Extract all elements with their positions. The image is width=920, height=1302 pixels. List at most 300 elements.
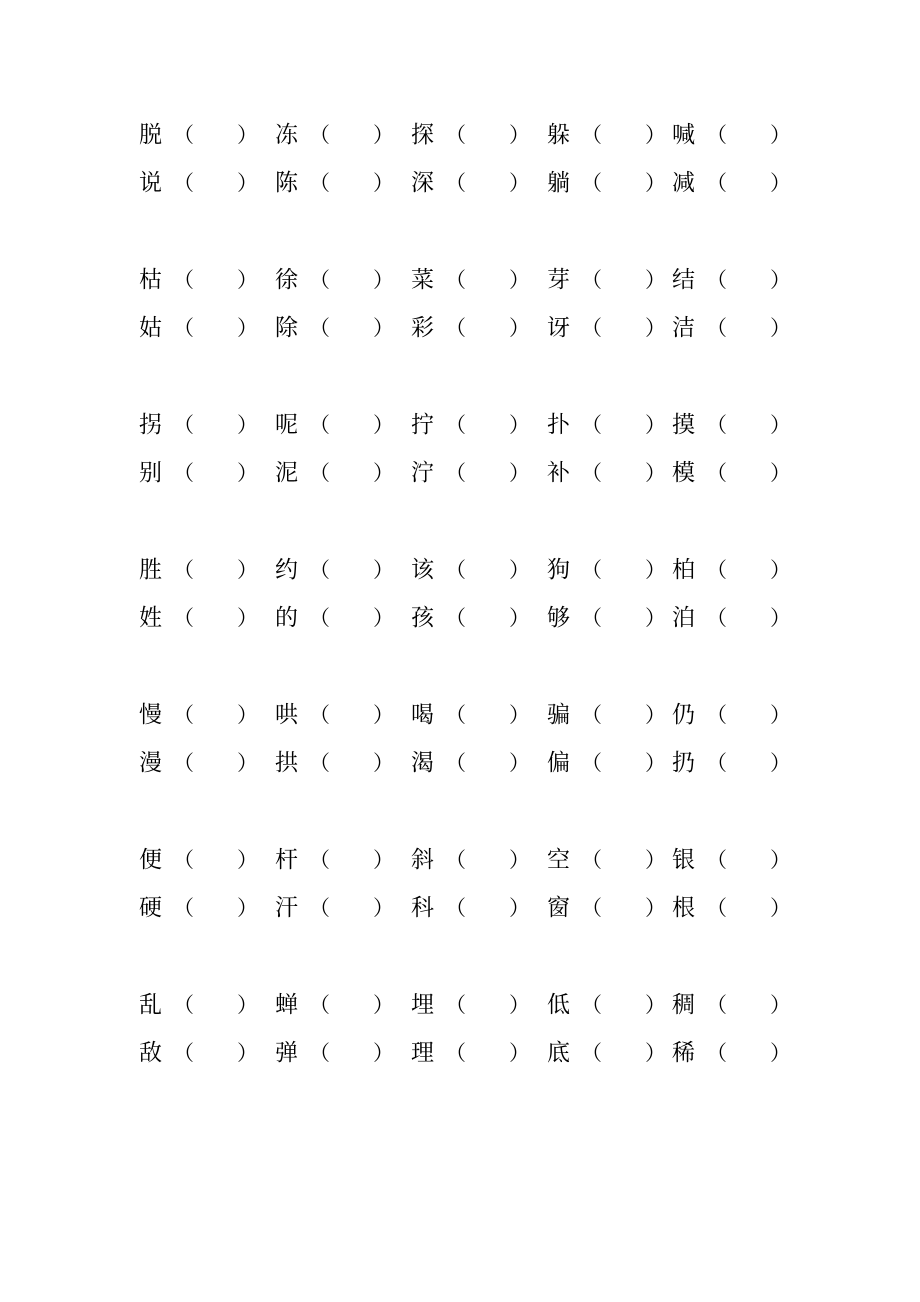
right-paren: ）	[509, 316, 530, 340]
answer-blank[interactable]	[463, 752, 507, 774]
answer-blank[interactable]	[327, 704, 371, 726]
right-paren: ）	[509, 848, 530, 872]
left-paren: （	[445, 123, 466, 147]
word-item	[275, 700, 425, 730]
hanzi-character: 姑	[139, 315, 162, 341]
hanzi-character: 银	[672, 847, 695, 873]
word-item	[411, 265, 561, 295]
hanzi-character: 扔	[672, 750, 695, 776]
answer-blank[interactable]	[191, 559, 235, 581]
left-paren: （	[309, 993, 330, 1017]
answer-blank[interactable]	[463, 849, 507, 871]
word-item	[411, 990, 561, 1020]
word-item	[139, 458, 289, 488]
word-item	[411, 748, 561, 778]
left-paren: （	[706, 606, 727, 630]
word-item	[139, 1038, 289, 1068]
word-item	[411, 700, 561, 730]
left-paren: （	[309, 606, 330, 630]
word-item	[275, 603, 425, 633]
left-paren: （	[309, 461, 330, 485]
right-paren: ）	[237, 413, 258, 437]
answer-blank[interactable]	[191, 462, 235, 484]
left-paren: （	[173, 413, 194, 437]
hanzi-character: 汗	[275, 895, 298, 921]
hanzi-character: 呢	[275, 412, 298, 438]
right-paren: ）	[237, 896, 258, 920]
hanzi-character: 躺	[547, 170, 570, 196]
answer-blank[interactable]	[599, 317, 643, 339]
hanzi-character: 骗	[547, 702, 570, 728]
left-paren: （	[445, 993, 466, 1017]
hanzi-character: 渴	[411, 750, 434, 776]
answer-blank[interactable]	[599, 172, 643, 194]
answer-blank[interactable]	[599, 994, 643, 1016]
left-paren: （	[309, 171, 330, 195]
answer-blank[interactable]	[724, 607, 768, 629]
left-paren: （	[309, 558, 330, 582]
answer-blank[interactable]	[191, 317, 235, 339]
word-group	[0, 555, 920, 655]
left-paren: （	[173, 558, 194, 582]
hanzi-character: 拱	[275, 750, 298, 776]
right-paren: ）	[645, 558, 666, 582]
left-paren: （	[309, 1041, 330, 1065]
word-item	[411, 1038, 561, 1068]
left-paren: （	[706, 1041, 727, 1065]
word-item	[275, 845, 425, 875]
answer-blank[interactable]	[599, 704, 643, 726]
right-paren: ）	[373, 896, 394, 920]
answer-blank[interactable]	[327, 1042, 371, 1064]
right-paren: ）	[373, 993, 394, 1017]
left-paren: （	[581, 751, 602, 775]
right-paren: ）	[237, 171, 258, 195]
answer-blank[interactable]	[599, 414, 643, 436]
right-paren: ）	[237, 558, 258, 582]
left-paren: （	[445, 848, 466, 872]
right-paren: ）	[237, 1041, 258, 1065]
hanzi-character: 空	[547, 847, 570, 873]
hanzi-character: 喊	[672, 122, 695, 148]
right-paren: ）	[770, 413, 791, 437]
answer-blank[interactable]	[327, 897, 371, 919]
hanzi-character: 科	[411, 895, 434, 921]
answer-blank[interactable]	[599, 607, 643, 629]
answer-blank[interactable]	[724, 897, 768, 919]
answer-blank[interactable]	[191, 994, 235, 1016]
answer-blank[interactable]	[463, 269, 507, 291]
word-item	[139, 120, 289, 150]
word-line	[0, 120, 920, 150]
hanzi-character: 漫	[139, 750, 162, 776]
word-item	[275, 555, 425, 585]
answer-blank[interactable]	[724, 462, 768, 484]
hanzi-character: 孩	[411, 605, 434, 631]
answer-blank[interactable]	[327, 317, 371, 339]
left-paren: （	[309, 268, 330, 292]
left-paren: （	[445, 316, 466, 340]
hanzi-character: 窗	[547, 895, 570, 921]
left-paren: （	[706, 896, 727, 920]
left-paren: （	[581, 606, 602, 630]
word-item	[672, 120, 822, 150]
hanzi-character: 脱	[139, 122, 162, 148]
hanzi-character: 结	[672, 267, 695, 293]
answer-blank[interactable]	[724, 172, 768, 194]
right-paren: ）	[645, 171, 666, 195]
left-paren: （	[173, 171, 194, 195]
left-paren: （	[173, 751, 194, 775]
answer-blank[interactable]	[327, 414, 371, 436]
answer-blank[interactable]	[463, 704, 507, 726]
answer-blank[interactable]	[463, 414, 507, 436]
answer-blank[interactable]	[724, 704, 768, 726]
right-paren: ）	[237, 703, 258, 727]
word-item	[411, 120, 561, 150]
word-line	[0, 313, 920, 343]
word-item	[672, 893, 822, 923]
hanzi-character: 泥	[275, 460, 298, 486]
left-paren: （	[706, 751, 727, 775]
right-paren: ）	[373, 1041, 394, 1065]
answer-blank[interactable]	[599, 1042, 643, 1064]
right-paren: ）	[237, 461, 258, 485]
right-paren: ）	[645, 993, 666, 1017]
word-item	[672, 265, 822, 295]
word-line	[0, 990, 920, 1020]
word-line	[0, 845, 920, 875]
answer-blank[interactable]	[191, 897, 235, 919]
right-paren: ）	[509, 896, 530, 920]
right-paren: ）	[237, 123, 258, 147]
right-paren: ）	[509, 993, 530, 1017]
answer-blank[interactable]	[327, 462, 371, 484]
left-paren: （	[309, 316, 330, 340]
hanzi-character: 减	[672, 170, 695, 196]
answer-blank[interactable]	[327, 559, 371, 581]
left-paren: （	[706, 123, 727, 147]
right-paren: ）	[770, 1041, 791, 1065]
left-paren: （	[581, 1041, 602, 1065]
hanzi-character: 枯	[139, 267, 162, 293]
left-paren: （	[445, 606, 466, 630]
right-paren: ）	[509, 606, 530, 630]
right-paren: ）	[645, 123, 666, 147]
left-paren: （	[581, 268, 602, 292]
hanzi-character: 仍	[672, 702, 695, 728]
answer-blank[interactable]	[724, 317, 768, 339]
word-item	[411, 168, 561, 198]
right-paren: ）	[373, 413, 394, 437]
answer-blank[interactable]	[724, 752, 768, 774]
hanzi-character: 冻	[275, 122, 298, 148]
left-paren: （	[581, 123, 602, 147]
word-item	[672, 168, 822, 198]
word-item	[275, 410, 425, 440]
right-paren: ）	[770, 896, 791, 920]
word-line	[0, 748, 920, 778]
answer-blank[interactable]	[599, 462, 643, 484]
answer-blank[interactable]	[724, 124, 768, 146]
left-paren: （	[173, 993, 194, 1017]
left-paren: （	[173, 848, 194, 872]
right-paren: ）	[770, 171, 791, 195]
right-paren: ）	[373, 606, 394, 630]
hanzi-character: 扑	[547, 412, 570, 438]
left-paren: （	[706, 171, 727, 195]
right-paren: ）	[770, 848, 791, 872]
word-item	[139, 313, 289, 343]
hanzi-character: 该	[411, 557, 434, 583]
right-paren: ）	[645, 896, 666, 920]
word-item	[411, 603, 561, 633]
answer-blank[interactable]	[724, 994, 768, 1016]
left-paren: （	[706, 461, 727, 485]
answer-blank[interactable]	[191, 704, 235, 726]
word-item	[672, 313, 822, 343]
answer-blank[interactable]	[599, 849, 643, 871]
right-paren: ）	[645, 751, 666, 775]
left-paren: （	[581, 461, 602, 485]
left-paren: （	[706, 413, 727, 437]
answer-blank[interactable]	[327, 269, 371, 291]
right-paren: ）	[509, 268, 530, 292]
answer-blank[interactable]	[463, 124, 507, 146]
left-paren: （	[309, 896, 330, 920]
word-item	[672, 1038, 822, 1068]
right-paren: ）	[645, 703, 666, 727]
hanzi-character: 拧	[411, 412, 434, 438]
right-paren: ）	[645, 461, 666, 485]
hanzi-character: 补	[547, 460, 570, 486]
hanzi-character: 斜	[411, 847, 434, 873]
right-paren: ）	[509, 123, 530, 147]
left-paren: （	[445, 413, 466, 437]
left-paren: （	[173, 606, 194, 630]
word-line	[0, 555, 920, 585]
right-paren: ）	[237, 316, 258, 340]
answer-blank[interactable]	[191, 269, 235, 291]
left-paren: （	[706, 703, 727, 727]
right-paren: ）	[237, 751, 258, 775]
hanzi-character: 喝	[411, 702, 434, 728]
hanzi-character: 模	[672, 460, 695, 486]
answer-blank[interactable]	[327, 172, 371, 194]
answer-blank[interactable]	[191, 849, 235, 871]
hanzi-character: 说	[139, 170, 162, 196]
answer-blank[interactable]	[191, 607, 235, 629]
hanzi-character: 摸	[672, 412, 695, 438]
left-paren: （	[581, 896, 602, 920]
answer-blank[interactable]	[599, 752, 643, 774]
hanzi-character: 的	[275, 605, 298, 631]
word-item	[672, 555, 822, 585]
right-paren: ）	[770, 751, 791, 775]
word-item	[139, 603, 289, 633]
word-item	[411, 555, 561, 585]
hanzi-character: 根	[672, 895, 695, 921]
word-group	[0, 265, 920, 365]
left-paren: （	[173, 123, 194, 147]
word-item	[275, 893, 425, 923]
right-paren: ）	[373, 558, 394, 582]
answer-blank[interactable]	[191, 124, 235, 146]
word-item	[411, 313, 561, 343]
hanzi-character: 姓	[139, 605, 162, 631]
right-paren: ）	[373, 751, 394, 775]
hanzi-character: 稠	[672, 992, 695, 1018]
left-paren: （	[309, 413, 330, 437]
hanzi-character: 硬	[139, 895, 162, 921]
left-paren: （	[581, 316, 602, 340]
word-item	[672, 990, 822, 1020]
hanzi-character: 徐	[275, 267, 298, 293]
word-line	[0, 893, 920, 923]
hanzi-character: 敌	[139, 1040, 162, 1066]
answer-blank[interactable]	[599, 269, 643, 291]
answer-blank[interactable]	[327, 752, 371, 774]
right-paren: ）	[645, 316, 666, 340]
word-line	[0, 265, 920, 295]
left-paren: （	[581, 413, 602, 437]
right-paren: ）	[509, 1041, 530, 1065]
word-group	[0, 990, 920, 1090]
right-paren: ）	[509, 751, 530, 775]
left-paren: （	[173, 461, 194, 485]
answer-blank[interactable]	[599, 897, 643, 919]
answer-blank[interactable]	[191, 414, 235, 436]
right-paren: ）	[770, 703, 791, 727]
answer-blank[interactable]	[463, 1042, 507, 1064]
answer-blank[interactable]	[724, 1042, 768, 1064]
word-item	[139, 748, 289, 778]
word-item	[411, 458, 561, 488]
hanzi-character: 菜	[411, 267, 434, 293]
left-paren: （	[445, 751, 466, 775]
hanzi-character: 深	[411, 170, 434, 196]
left-paren: （	[706, 993, 727, 1017]
right-paren: ）	[373, 848, 394, 872]
right-paren: ）	[770, 316, 791, 340]
right-paren: ）	[237, 848, 258, 872]
hanzi-character: 泞	[411, 460, 434, 486]
hanzi-character: 够	[547, 605, 570, 631]
left-paren: （	[445, 703, 466, 727]
left-paren: （	[445, 171, 466, 195]
left-paren: （	[581, 171, 602, 195]
right-paren: ）	[770, 268, 791, 292]
word-item	[139, 265, 289, 295]
answer-blank[interactable]	[191, 172, 235, 194]
word-line	[0, 700, 920, 730]
word-item	[275, 458, 425, 488]
hanzi-character: 狗	[547, 557, 570, 583]
answer-blank[interactable]	[327, 607, 371, 629]
hanzi-character: 杆	[275, 847, 298, 873]
hanzi-character: 胜	[139, 557, 162, 583]
word-line	[0, 603, 920, 633]
answer-blank[interactable]	[724, 269, 768, 291]
word-item	[275, 748, 425, 778]
left-paren: （	[581, 848, 602, 872]
right-paren: ）	[645, 268, 666, 292]
hanzi-character: 躲	[547, 122, 570, 148]
answer-blank[interactable]	[327, 124, 371, 146]
word-group	[0, 120, 920, 220]
right-paren: ）	[645, 413, 666, 437]
word-item	[139, 410, 289, 440]
right-paren: ）	[770, 123, 791, 147]
right-paren: ）	[509, 413, 530, 437]
word-item	[411, 410, 561, 440]
left-paren: （	[445, 461, 466, 485]
left-paren: （	[309, 703, 330, 727]
answer-blank[interactable]	[463, 172, 507, 194]
left-paren: （	[706, 268, 727, 292]
answer-blank[interactable]	[463, 317, 507, 339]
right-paren: ）	[770, 606, 791, 630]
word-item	[139, 700, 289, 730]
hanzi-character: 探	[411, 122, 434, 148]
left-paren: （	[581, 558, 602, 582]
right-paren: ）	[237, 268, 258, 292]
answer-blank[interactable]	[463, 607, 507, 629]
answer-blank[interactable]	[599, 559, 643, 581]
answer-blank[interactable]	[724, 559, 768, 581]
word-line	[0, 168, 920, 198]
answer-blank[interactable]	[463, 994, 507, 1016]
hanzi-character: 乱	[139, 992, 162, 1018]
answer-blank[interactable]	[724, 849, 768, 871]
hanzi-character: 洁	[672, 315, 695, 341]
left-paren: （	[445, 1041, 466, 1065]
answer-blank[interactable]	[463, 559, 507, 581]
left-paren: （	[581, 703, 602, 727]
answer-blank[interactable]	[327, 994, 371, 1016]
answer-blank[interactable]	[191, 1042, 235, 1064]
hanzi-character: 泊	[672, 605, 695, 631]
word-item	[139, 845, 289, 875]
word-line	[0, 1038, 920, 1068]
word-item	[672, 700, 822, 730]
right-paren: ）	[770, 558, 791, 582]
left-paren: （	[309, 848, 330, 872]
right-paren: ）	[645, 848, 666, 872]
hanzi-character: 除	[275, 315, 298, 341]
right-paren: ）	[237, 993, 258, 1017]
word-item	[139, 555, 289, 585]
right-paren: ）	[509, 558, 530, 582]
hanzi-character: 柏	[672, 557, 695, 583]
left-paren: （	[173, 1041, 194, 1065]
answer-blank[interactable]	[463, 897, 507, 919]
word-item	[139, 893, 289, 923]
word-group	[0, 700, 920, 800]
answer-blank[interactable]	[724, 414, 768, 436]
left-paren: （	[581, 993, 602, 1017]
answer-blank[interactable]	[599, 124, 643, 146]
answer-blank[interactable]	[191, 752, 235, 774]
left-paren: （	[173, 896, 194, 920]
answer-blank[interactable]	[327, 849, 371, 871]
answer-blank[interactable]	[463, 462, 507, 484]
right-paren: ）	[509, 171, 530, 195]
hanzi-character: 理	[411, 1040, 434, 1066]
right-paren: ）	[373, 316, 394, 340]
word-item	[275, 120, 425, 150]
right-paren: ）	[237, 606, 258, 630]
